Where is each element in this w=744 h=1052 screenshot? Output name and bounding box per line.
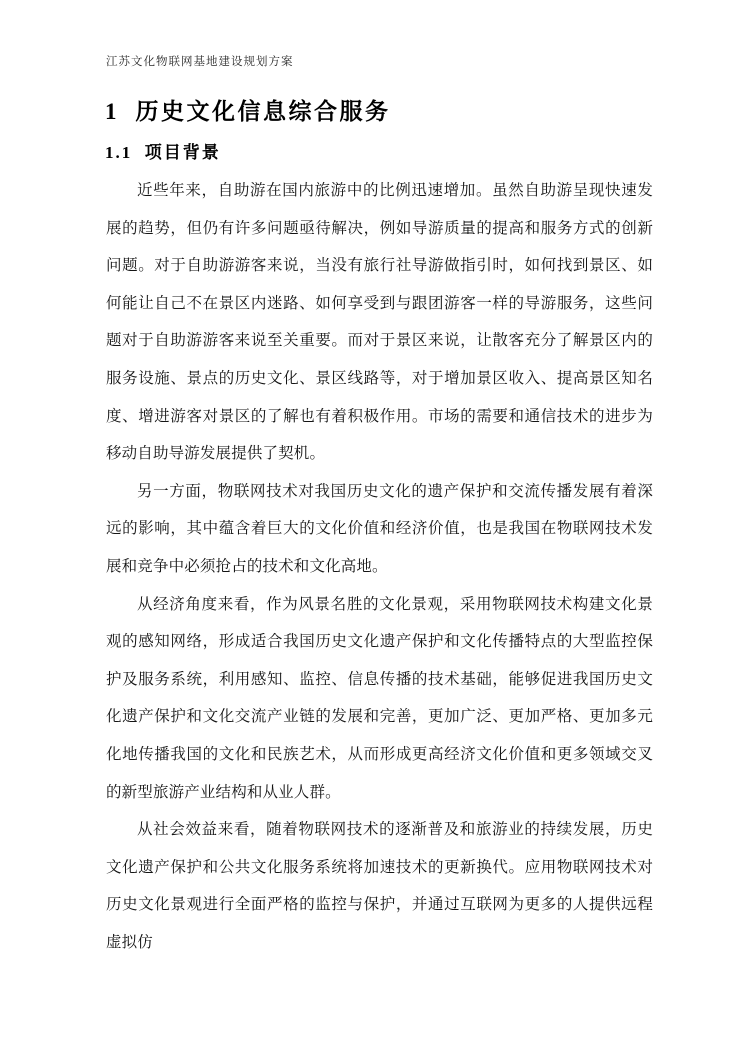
document-body <box>106 172 653 961</box>
subsection-heading: 1.1 项目背景 <box>105 143 221 162</box>
paragraph-project-background-2: 另一方面，物联网技术对我国历史文化的遗产保护和交流传播发展有着深远的影响，其中蕴含着巨大的文化价值和经济价值，也是我国在物联网技术发展和竞争中必须抢占的技术和文化高地。 <box>106 482 653 575</box>
paragraph-project-background-3: 从经济角度来看，作为风景名胜的文化景观，采用物联网技术构建文化景观的感知网络，形成适合我国历史文化遗产保护和文化传播特点的大型监控保护及服务系统，利用感知、监控、信息传播的技术基础，能够促进我国历史文化遗产保护和文化交流产业链的发展和完善，更加广泛、更加严格、更加多元化地传播我国的文化和民族艺术，从而形成更高经济文化价值和更多领域交叉的新型旅游产业结构和从业人群。 <box>106 595 653 801</box>
document-header: 江苏文化物联网基地建设规划方案 <box>106 56 294 68</box>
section-heading: 1 历史文化信息综合服务 <box>105 99 391 124</box>
paragraph-project-background-4: 从社会效益来看，随着物联网技术的逐渐普及和旅游业的持续发展，历史文化遗产保护和公共文化服务系统将加速技术的更新换代。应用物联网技术对历史文化景观进行全面严格的监控与保护，并通过互联网为更多的人提供远程虚拟仿 <box>106 821 653 951</box>
paragraph-project-background-1: 近些年来，自助游在国内旅游中的比例迅速增加。虽然自助游呈现快速发展的趋势，但仍有许多问题亟待解决，例如导游质量的提高和服务方式的创新问题。对于自助游游客来说，当没有旅行社导游做指引时，如何找到景区、如何能让自己不在景区内迷路、如何享受到与跟团游客一样的导游服务，这些问题对于自助游游客来说至关重要。而对于景区来说，让散客充分了解景区内的服务设施、景点的历史文化、景区线路等，对于增加景区收入、提高景区知名度、增进游客对景区的了解也有着积极作用。市场的需要和通信技术的进步为移动自助导游发展提供了契机。 <box>106 182 653 463</box>
